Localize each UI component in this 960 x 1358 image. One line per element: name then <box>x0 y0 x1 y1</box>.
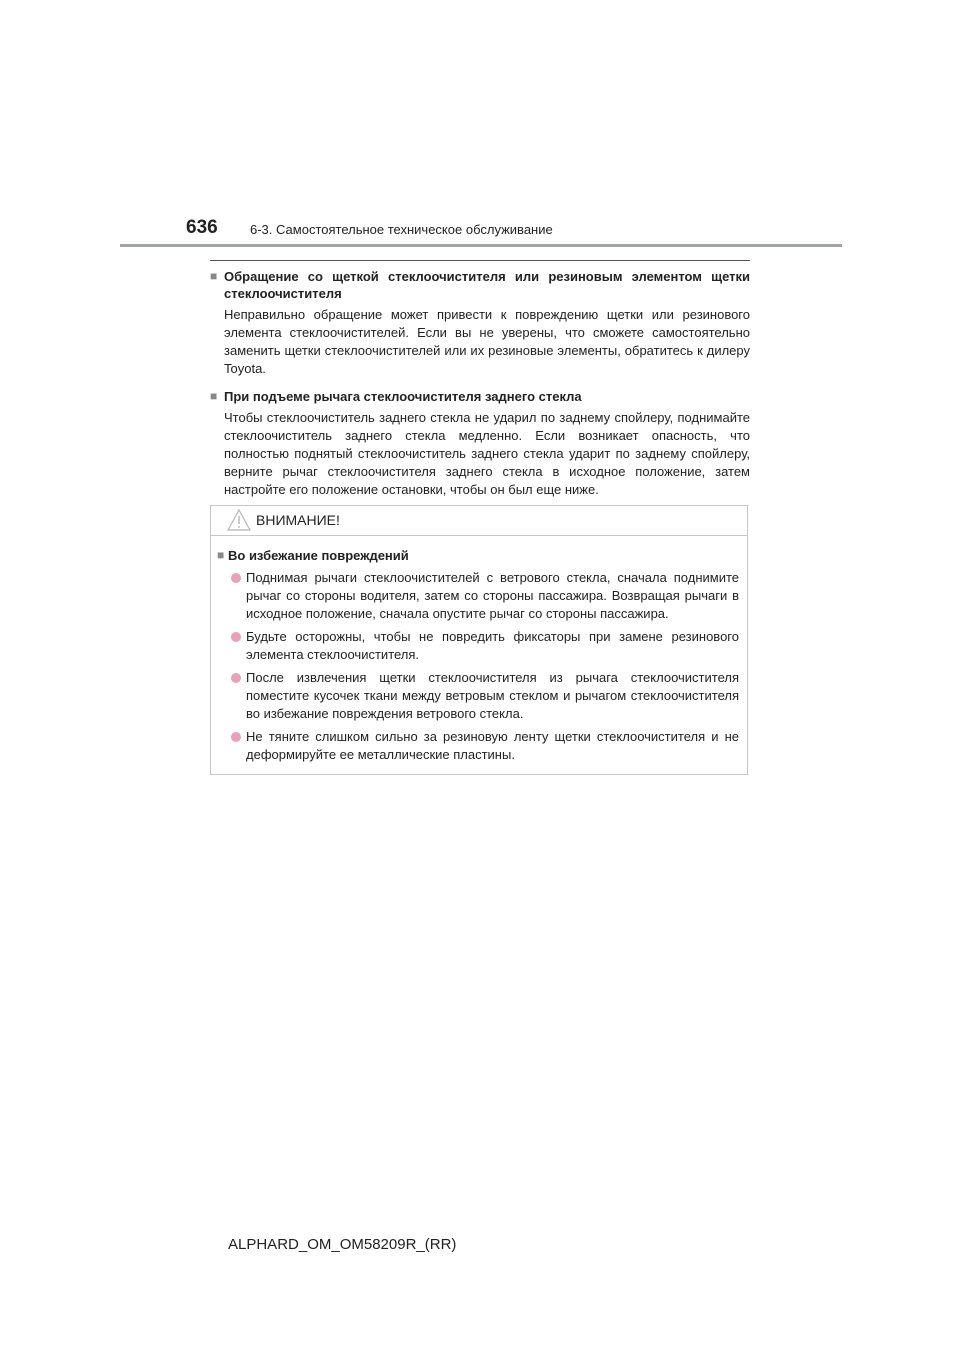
list-item-text: Будьте осторожны, чтобы не повредить фиксаторы при замене резинового элемента стеклоочистителя. <box>246 629 739 662</box>
section-heading-1 <box>210 268 750 302</box>
dot-bullet-icon <box>231 632 241 642</box>
main-content <box>210 268 750 499</box>
page-number: 636 <box>186 217 218 238</box>
list-item-text: Не тяните слишком сильно за резиновую ленту щетки стеклоочистителя и не деформируйте ее металлические пластины. <box>246 729 739 762</box>
list-item-text: Поднимая рычаги стеклоочистителей с ветрового стекла, сначала поднимите рычаг со стороны водителя, затем со стороны пассажира. Возвращая рычаги в исходное положение, сначала опустите рычаг со стороны пассажира. <box>246 570 739 621</box>
square-bullet-icon: ■ <box>210 269 218 283</box>
square-bullet-icon: ■ <box>210 389 218 403</box>
section-title: 6-3. Самостоятельное техническое обслуживание <box>250 222 553 237</box>
caution-heading <box>217 547 739 564</box>
section-heading-text: Обращение со щеткой стеклоочистителя или резиновым элементом щетки стеклоочистителя <box>224 269 750 301</box>
list-item-text: После извлечения щетки стеклоочистителя из рычага стеклоочистителя поместите кусочек ткани между ветровым стеклом и рычагом стеклоочистителя во избежание повреждения ветрового стекла. <box>246 670 739 721</box>
dot-bullet-icon <box>231 673 241 683</box>
caution-header <box>211 506 747 536</box>
caution-title: ВНИМАНИЕ! <box>256 512 340 528</box>
list-item <box>217 628 739 664</box>
list-item <box>217 669 739 723</box>
list-item <box>217 728 739 764</box>
section-heading-2 <box>210 388 750 405</box>
section-paragraph-2: Чтобы стеклоочиститель заднего стекла не ударил по заднему спойлеру, поднимайте стеклоочиститель заднего стекла медленно. Если возникает опасность, что полностью поднятый стеклоочиститель заднего стекла ударит по заднему спойлеру, верните рычаг стеклоочистителя заднего стекла в исходное положение, затем настройте его положение остановки, чтобы он был еще ниже. <box>224 410 750 497</box>
page-header <box>0 0 960 250</box>
content-divider <box>210 260 750 261</box>
section-block-2 <box>210 388 750 499</box>
document-code: ALPHARD_OM_OM58209R_(RR) <box>228 1236 457 1253</box>
header-divider <box>120 244 842 247</box>
section-heading-text: При подъеме рычага стеклоочистителя заднего стекла <box>224 389 582 404</box>
caution-body <box>211 536 747 764</box>
square-bullet-icon: ■ <box>217 548 225 562</box>
caution-box <box>210 505 748 775</box>
section-block-1 <box>210 268 750 378</box>
warning-triangle-icon <box>227 509 251 531</box>
dot-bullet-icon <box>231 732 241 742</box>
caution-heading-text: Во избежание повреждений <box>228 548 409 563</box>
list-item <box>217 569 739 623</box>
dot-bullet-icon <box>231 573 241 583</box>
section-paragraph-1: Неправильно обращение может привести к повреждению щетки или резинового элемента стеклоочистителей. Если вы не уверены, что сможете самостоятельно заменить щетки стеклоочистителей или их резиновые элементы, обратитесь к дилеру Toyota. <box>224 307 750 376</box>
